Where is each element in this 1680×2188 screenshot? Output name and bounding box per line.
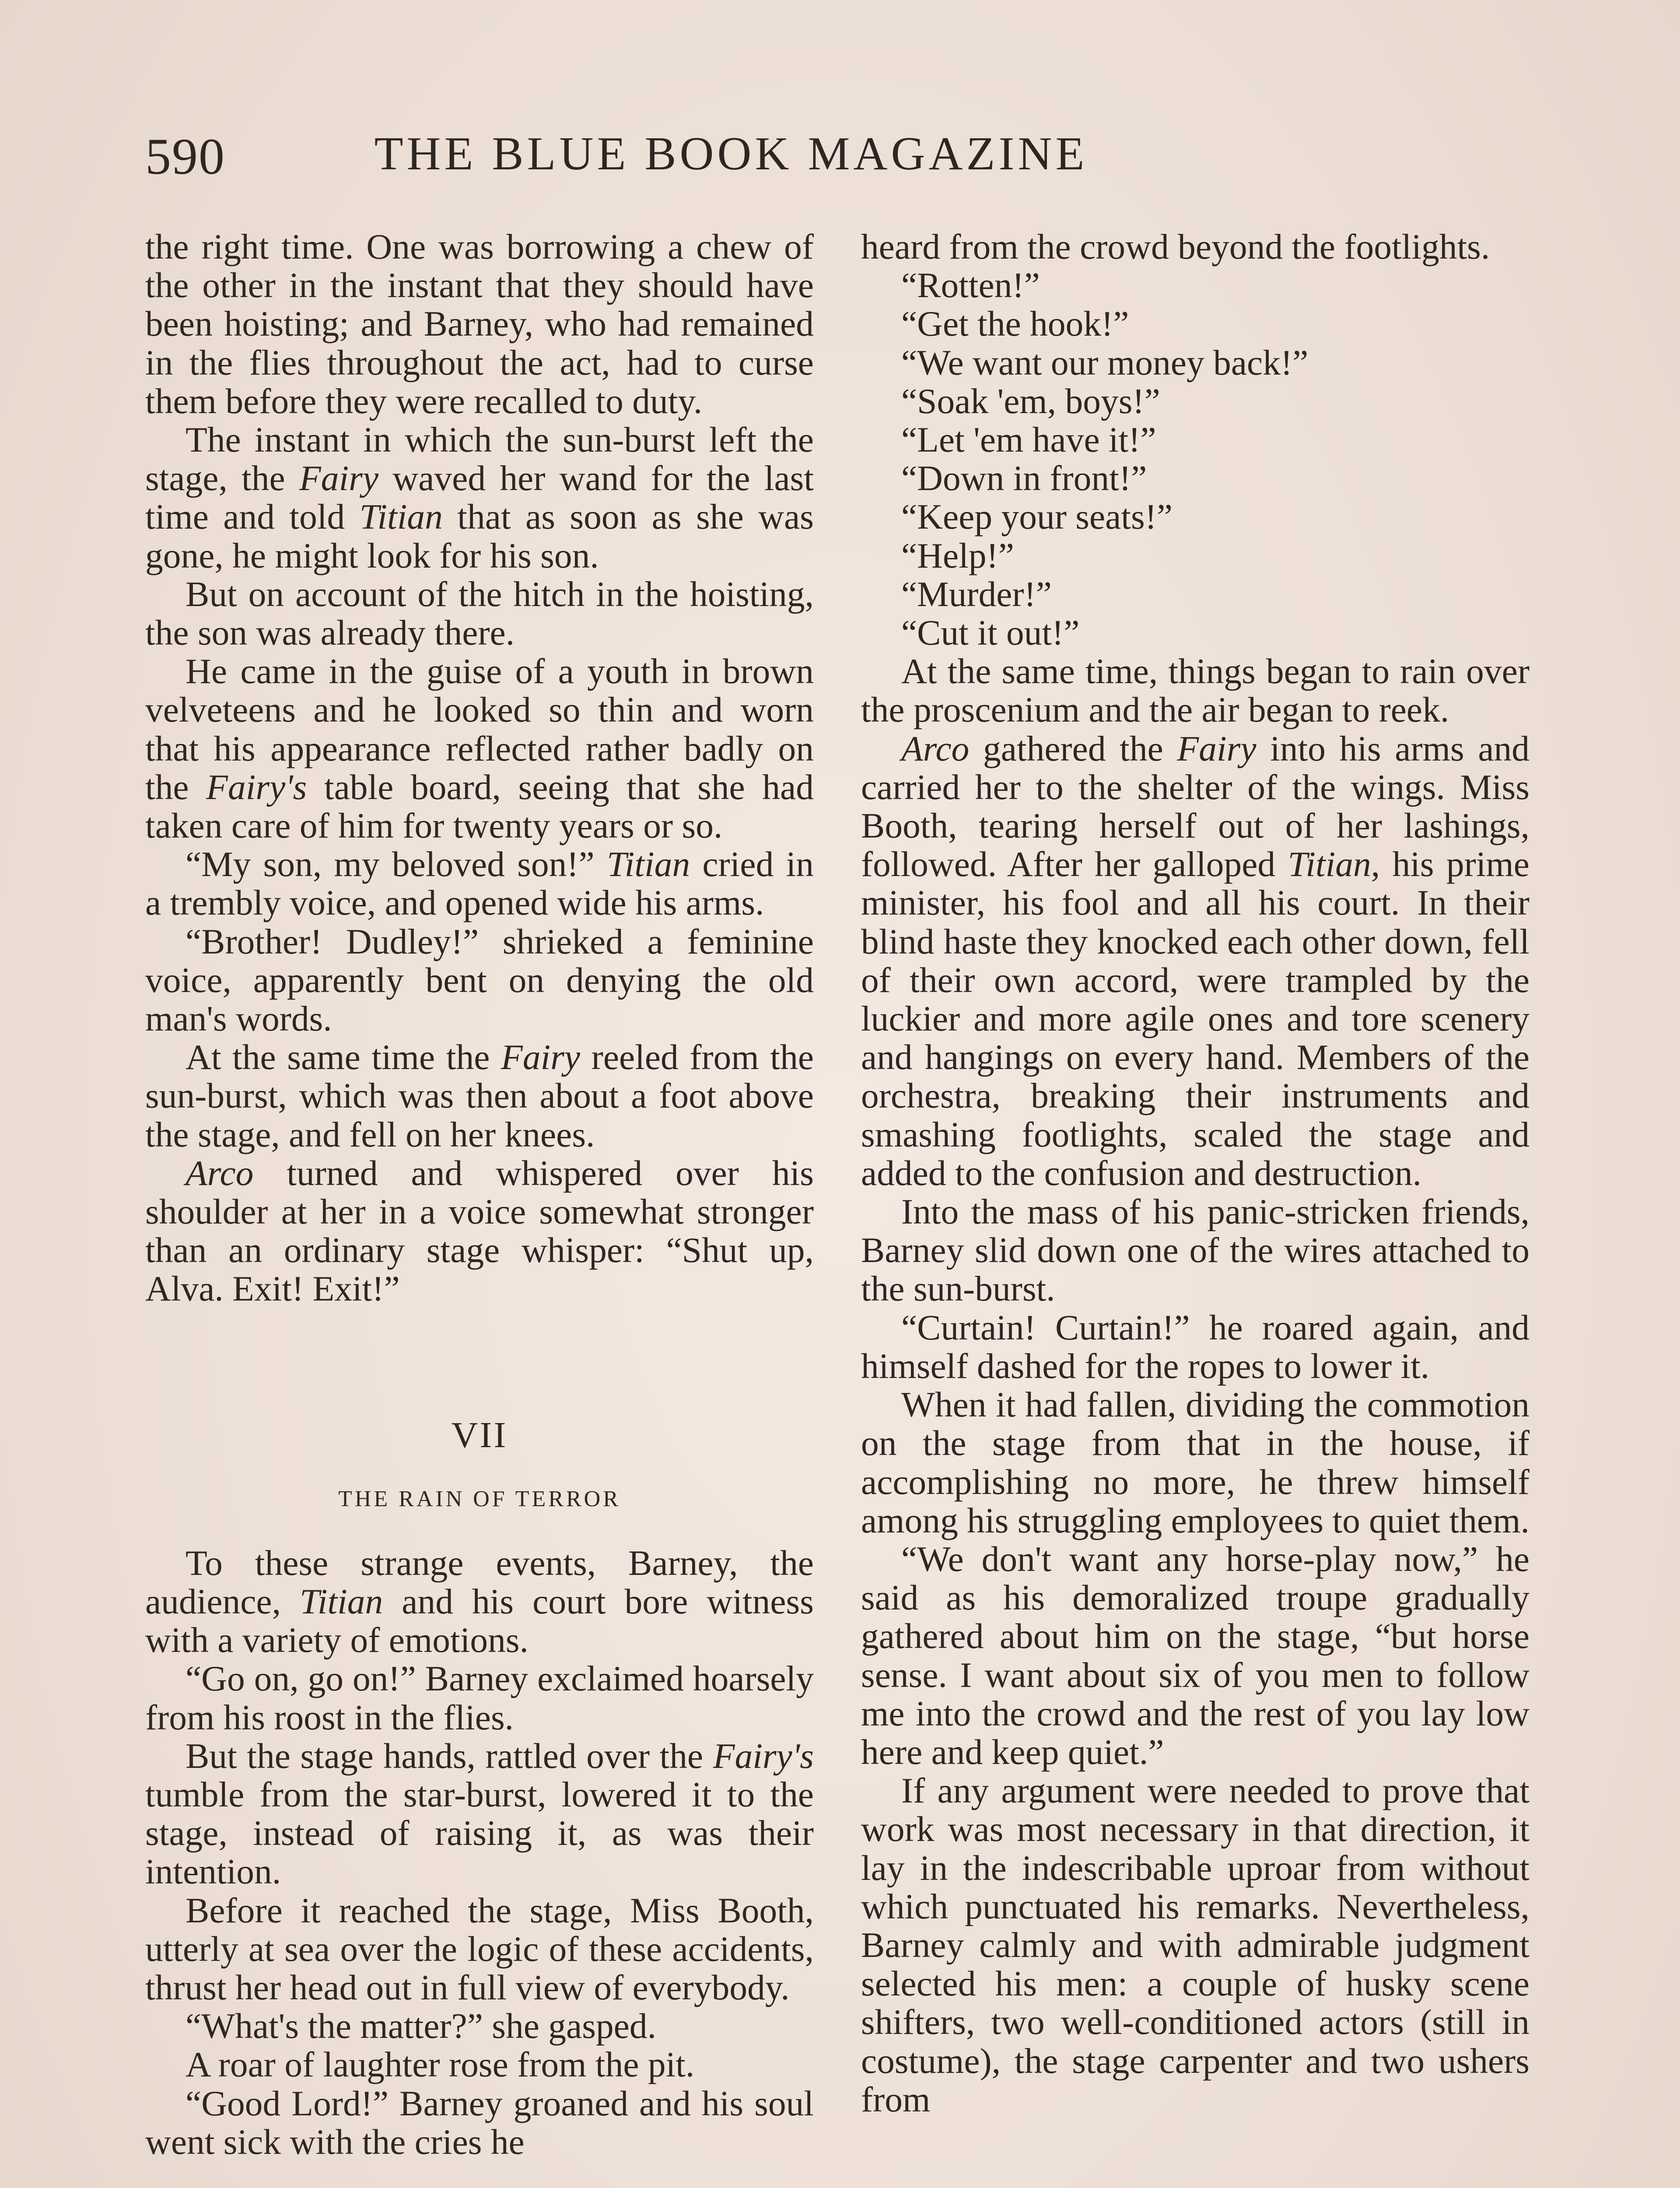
section-number: VII [451, 1414, 508, 1455]
section-spacer [145, 1308, 814, 1413]
dialogue-line: “Get the hook!” [901, 304, 1129, 344]
paragraph: But the stage hands, rattled over the Fairy's tumble from the star-burst, lowered it to the stage, instead of raising it, as was their intention. [145, 1736, 814, 1892]
paragraph: But on account of the hitch in the hoisting, the son was already there. [145, 574, 814, 653]
dialogue-line: “Let 'em have it!” [901, 420, 1156, 460]
paragraph: “My son, my beloved son!” Titian cried in a trembly voice, and opened wide his arms. [145, 844, 814, 923]
paragraph: Arco gathered the Fairy into his arms and carried her to the shelter of the wings. Miss Booth, tearing herself out of her lashings, followed. After her galloped Titian, his prime minister, his fool and all his court. In their blind haste they knocked each other down, fell of their own accord, were trampled by the luckier and more agile ones and tore scenery and hangings on every hand. Members of the orchestra, breaking their instruments and smashing footlights, scaled the stage and added to the confusion and destruction. [861, 728, 1530, 1193]
section-title: THE RAIN OF TERROR [338, 1486, 621, 1511]
right-column [861, 228, 1530, 2119]
dialogue-line: “Help!” [901, 535, 1014, 575]
dialogue-line: “Down in front!” [901, 458, 1147, 498]
paragraph: The instant in which the sun-burst left the stage, the Fairy waved her wand for the last time and told Titian that as soon as she was gone, he might look for his son. [145, 420, 814, 575]
paragraph: “Brother! Dudley!” shrieked a feminine voice, apparently bent on denying the old man's words. [145, 921, 814, 1039]
paragraph: “We don't want any horse-play now,” he said as his demoralized troupe gradually gathered about him on the stage, “but horse sense. I want about six of you men to follow me into the crowd and the rest of you lay low here and keep quiet.” [861, 1539, 1530, 1772]
page-number: 590 [145, 128, 225, 185]
paragraph: When it had fallen, dividing the commotion on the stage from that in the house, if accomplishing no more, he threw himself among his struggling employees to quiet them. [861, 1385, 1530, 1540]
left-column [145, 228, 814, 2161]
paragraph: Arco turned and whispered over his shoulder at her in a voice somewhat stronger than an ordinary stage whisper: “Shut up, Alva. Exit! Exit!” [145, 1153, 814, 1309]
paragraph: “What's the matter?” she gasped. [186, 2006, 656, 2046]
paragraph: If any argument were needed to prove that work was most necessary in that direction, it lay in the indescribable uproar from without which punctuated his remarks. Nevertheless, Barney calmly and with admirable judgment selected his men: a couple of husky scene shifters, two well-conditioned actors (still in costume), the stage carpenter and two ushers from [861, 1771, 1530, 2119]
paragraph: “Good Lord!” Barney groaned and his soul went sick with the cries he [145, 2083, 814, 2162]
page-header [145, 127, 1242, 193]
running-title: THE BLUE BOOK MAGAZINE [374, 128, 1088, 180]
paragraph: heard from the crowd beyond the footlights. [861, 227, 1490, 266]
dialogue-line: “We want our money back!” [901, 342, 1309, 382]
paragraph: A roar of laughter rose from the pit. [186, 2044, 695, 2085]
paragraph: Before it reached the stage, Miss Booth, utterly at sea over the logic of these accidents, thrust her head out in full view of everybody. [145, 1890, 814, 2007]
paragraph: “Go on, go on!” Barney exclaimed hoarsely from his roost in the flies. [145, 1659, 814, 1737]
dialogue-line: “Murder!” [901, 574, 1052, 614]
paragraph: He came in the guise of a youth in brown velveteens and he looked so thin and worn that his appearance reflected rather badly on the Fairy's table board, seeing that she had taken care of him for twenty years or so. [145, 651, 814, 846]
dialogue-line: “Rotten!” [901, 265, 1040, 305]
paragraph: the right time. One was borrowing a chew of the other in the instant that they should have been hoisting; and Barney, who had remained in the flies throughout the act, had to curse them before they were recalled to duty. [145, 227, 814, 421]
paragraph: Into the mass of his panic-stricken friends, Barney slid down one of the wires attached to the sun-burst. [861, 1192, 1530, 1309]
paragraph: At the same time, things began to rain over the proscenium and the air began to reek. [861, 651, 1530, 730]
paragraph: At the same time the Fairy reeled from the sun-burst, which was then about a foot above the stage, and fell on her knees. [145, 1037, 814, 1154]
dialogue-line: “Soak 'em, boys!” [901, 381, 1160, 421]
dialogue-line: “Keep your seats!” [901, 497, 1173, 537]
dialogue-line: “Cut it out!” [901, 613, 1080, 653]
paragraph: “Curtain! Curtain!” he roared again, and himself dashed for the ropes to lower it. [861, 1307, 1530, 1386]
paragraph: To these strange events, Barney, the audience, Titian and his court bore witness with a variety of emotions. [145, 1543, 814, 1660]
